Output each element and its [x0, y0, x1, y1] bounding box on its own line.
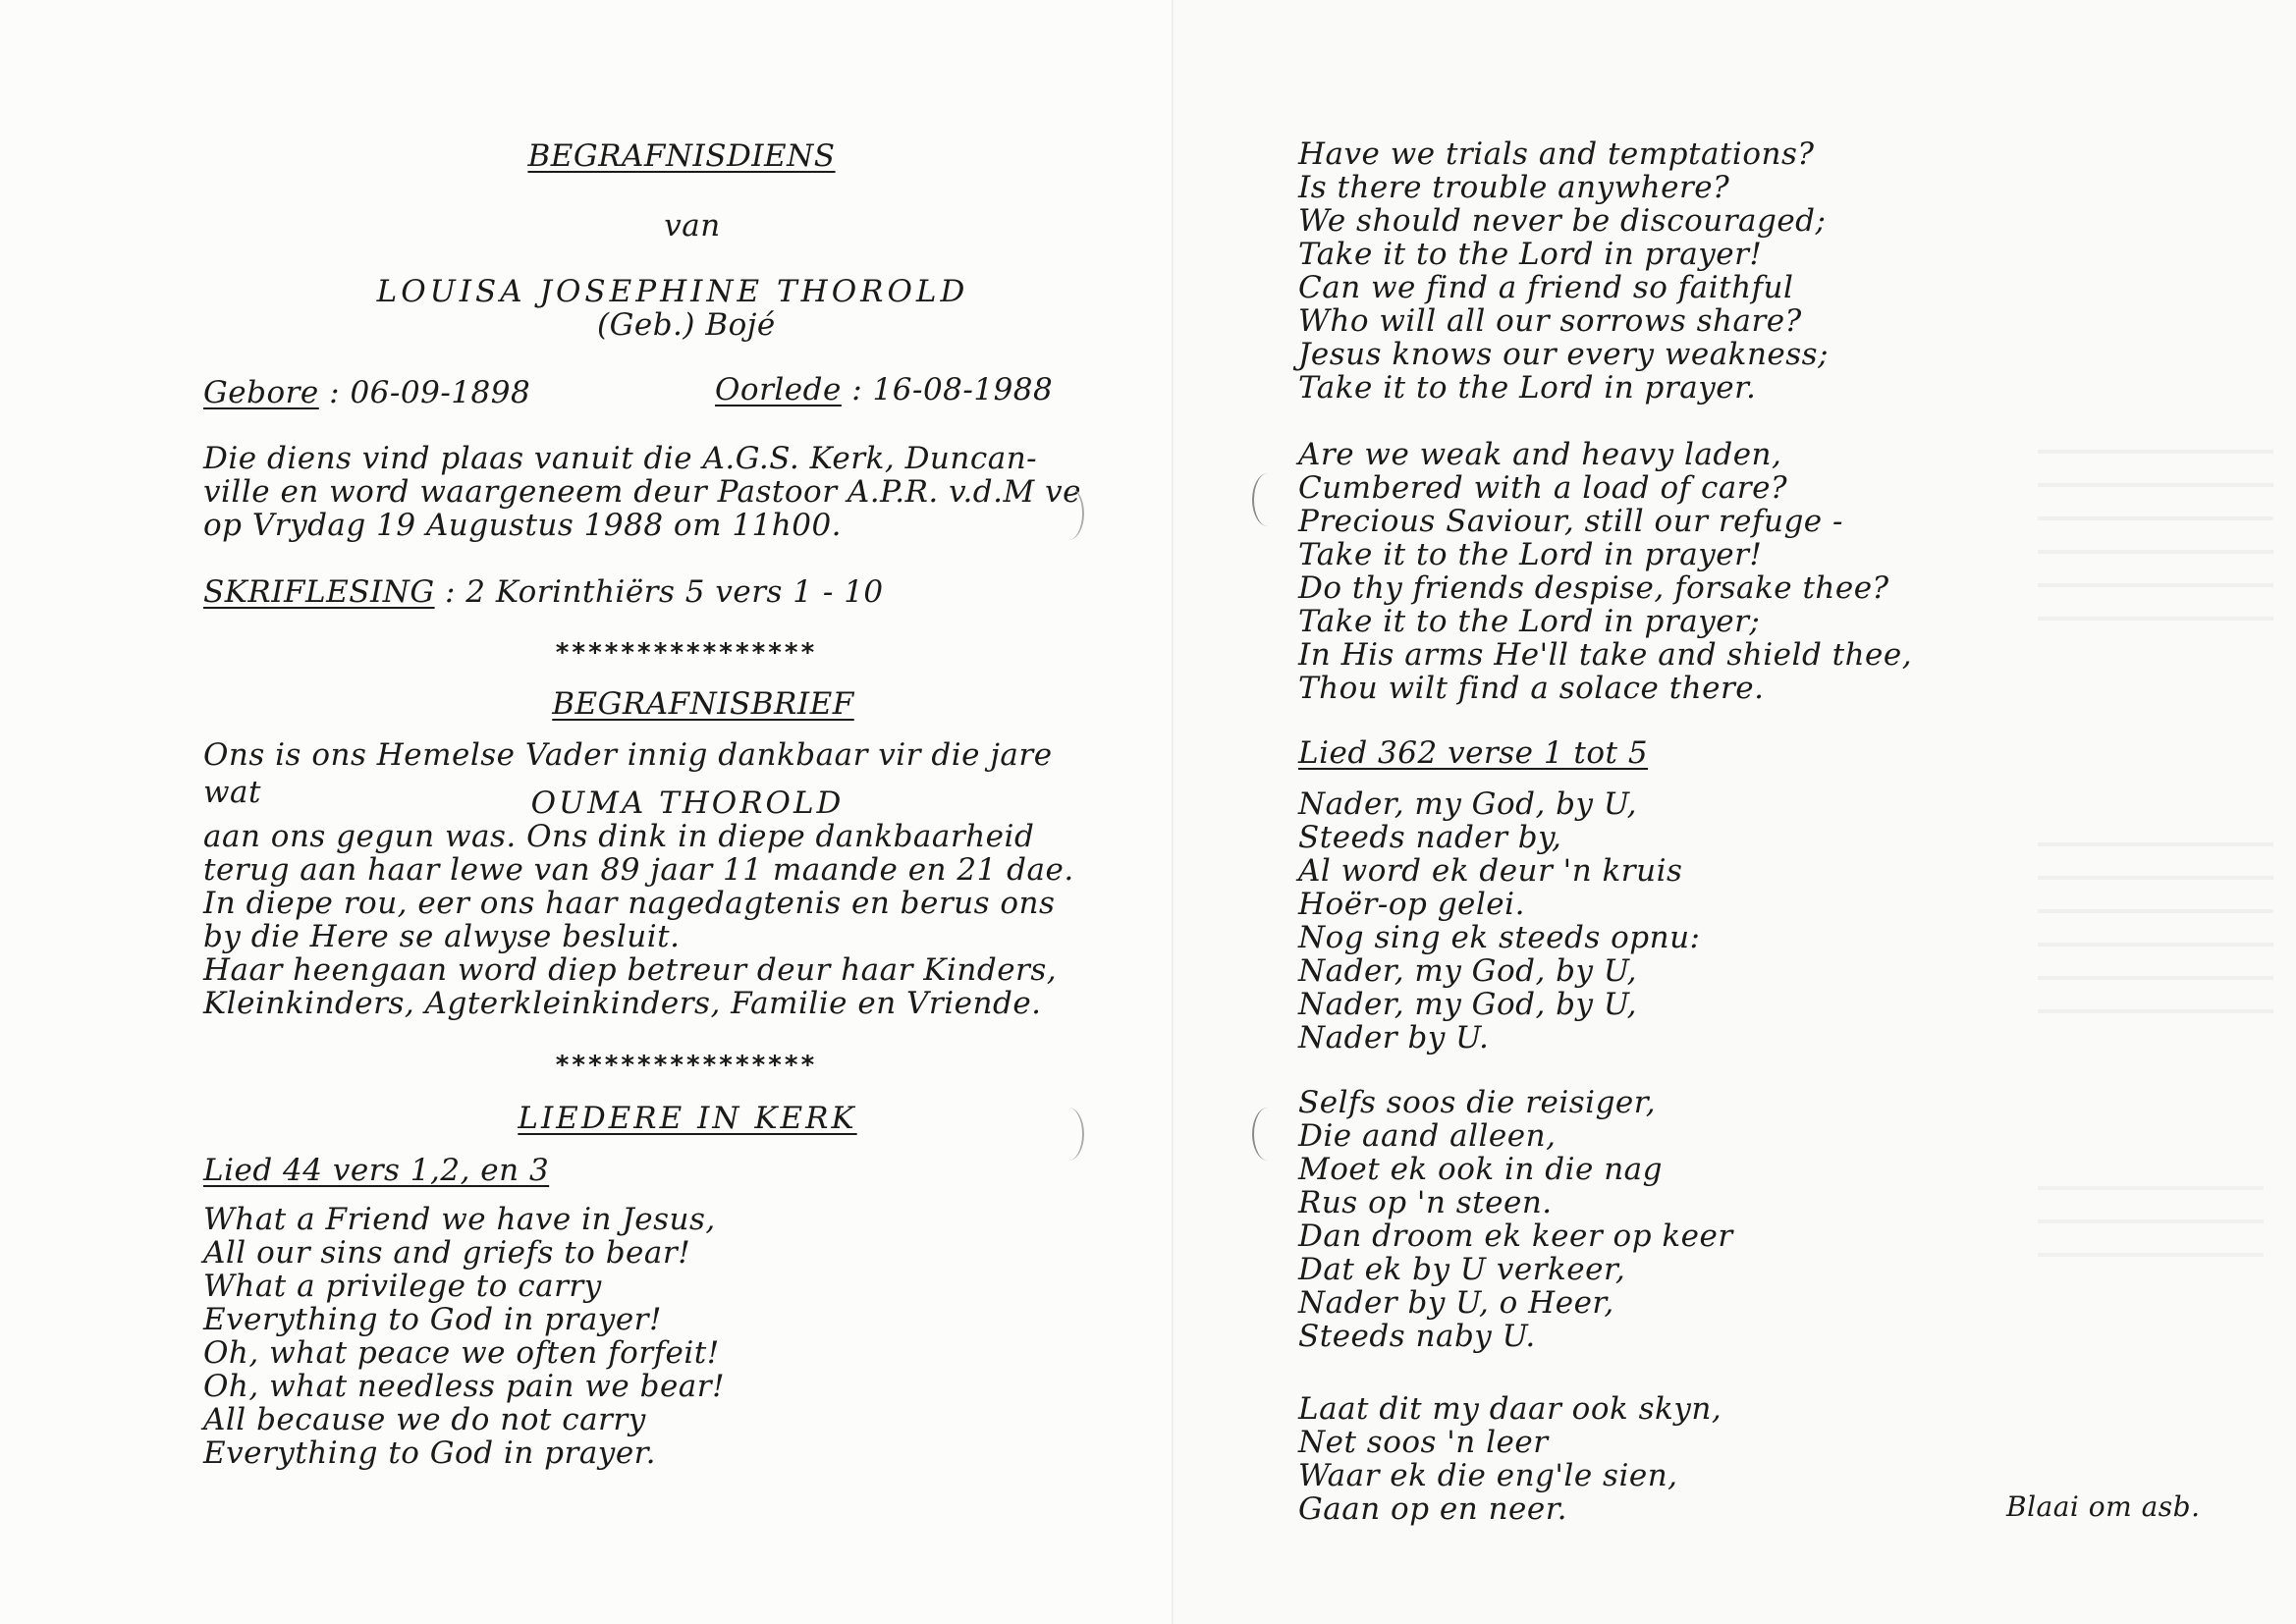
song-line: Selfs soos die reisiger, [1298, 1085, 1657, 1120]
service-line: ville en word waargeneem deur Pastoor A.P.R. v.d.M ve [203, 474, 1081, 510]
divider-stars: **************** [554, 638, 817, 668]
song-line: Nader, my God, by U, [1298, 987, 1638, 1022]
page-title: BEGRAFNISDIENS [527, 138, 836, 174]
song-line: We should never be discouraged; [1298, 203, 1827, 239]
service-line: Die diens vind plaas vanuit die A.G.S. Kerk, Duncan- [203, 441, 1038, 476]
song-line: All because we do not carry [203, 1402, 646, 1437]
letter-line: by die Here se alwyse besluit. [203, 919, 681, 954]
song-line: Moet ek ook in die nag [1298, 1152, 1663, 1187]
reading-label: SKRIFLESING [203, 574, 435, 610]
song-line: Take it to the Lord in prayer! [1298, 537, 1763, 572]
song-line: Oh, what needless pain we bear! [203, 1369, 726, 1404]
page-turn-note: Blaai om asb. [2006, 1490, 2201, 1523]
letter-line: Ons is ons Hemelse Vader innig dankbaar vir die jare [203, 737, 1053, 773]
van-label: van [664, 208, 721, 244]
letter-line: In diepe rou, eer ons haar nagedagtenis en berus ons [203, 886, 1056, 921]
bleed-through-shadow [2038, 825, 2273, 1021]
punch-hole-mark [1252, 1108, 1284, 1161]
divider-stars: **************** [554, 1051, 817, 1080]
song-line: Cumbered with a load of care? [1298, 470, 1788, 506]
song-line: Take it to the Lord in prayer. [1298, 370, 1757, 406]
letter-line: Kleinkinders, Agterkleinkinders, Familie en Vriende. [203, 986, 1042, 1021]
song-line: Everything to God in prayer! [203, 1302, 662, 1337]
song-title: Lied 44 vers 1,2, en 3 [203, 1153, 550, 1188]
born-date: : 06-09-1898 [329, 375, 531, 410]
maiden-name: (Geb.) Bojé [597, 307, 776, 343]
song-line: Who will all our sorrows share? [1298, 303, 1802, 339]
song-line: All our sins and griefs to bear! [203, 1235, 691, 1271]
song-line: Gaan op en neer. [1298, 1491, 1567, 1527]
song-line: Nog sing ek steeds opnu: [1298, 920, 1701, 955]
punch-hole-mark [1252, 473, 1284, 526]
song-line: Oh, what peace we often forfeit! [203, 1335, 720, 1371]
song-line: Can we find a friend so faithful [1298, 270, 1794, 305]
bleed-through-shadow [2038, 432, 2273, 628]
born-label: Gebore [203, 375, 319, 410]
song-title: Lied 362 verse 1 tot 5 [1298, 735, 1649, 771]
song-line: Hoër-op gelei. [1298, 887, 1525, 922]
song-line: Net soos 'n leer [1298, 1425, 1549, 1460]
song-line: Have we trials and temptations? [1298, 136, 1815, 172]
song-line: Do thy friends despise, forsake thee? [1298, 570, 1889, 606]
song-line: Al word ek deur 'n kruis [1298, 853, 1683, 889]
song-line: Jesus knows our every weakness; [1298, 337, 1830, 372]
song-line: Steeds naby U. [1298, 1319, 1536, 1354]
song-line: Is there trouble anywhere? [1298, 170, 1730, 205]
reading-text: : 2 Korinthiërs 5 vers 1 - 10 [444, 574, 884, 610]
letter-line: Haar heengaan word diep betreur deur haar Kinders, [203, 952, 1058, 988]
song-line: Waar ek die eng'le sien, [1298, 1458, 1678, 1493]
song-line: Thou wilt find a solace there. [1298, 671, 1765, 706]
song-line: Take it to the Lord in prayer; [1298, 604, 1761, 639]
letter-line: wat [203, 775, 261, 810]
bleed-through-shadow [2038, 1168, 2264, 1257]
song-line: In His arms He'll take and shield thee, [1298, 637, 1913, 673]
punch-hole-mark [1053, 487, 1084, 540]
song-line: Precious Saviour, still our refuge - [1298, 504, 1843, 539]
song-line: Nader by U, o Heer, [1298, 1285, 1614, 1321]
song-line: Take it to the Lord in prayer! [1298, 237, 1763, 272]
letter-line: terug aan haar lewe van 89 jaar 11 maande en 21 dae. [203, 852, 1074, 888]
song-line: What a privilege to carry [203, 1269, 602, 1304]
deceased-name: LOUISA JOSEPHINE THOROLD [376, 274, 969, 309]
letter-line: aan ons gegun was. Ons dink in diepe dankbaarheid [203, 819, 1035, 854]
song-line: Rus op 'n steen. [1298, 1185, 1553, 1220]
song-line: Dan droom ek keer op keer [1298, 1218, 1733, 1254]
letter-name: OUMA THOROLD [530, 785, 845, 821]
died-row [715, 373, 1053, 406]
right-page [1174, 0, 2296, 1624]
song-line: Nader by U. [1298, 1020, 1490, 1056]
song-line: What a Friend we have in Jesus, [203, 1202, 716, 1237]
song-line: Steeds nader by, [1298, 820, 1562, 855]
reading-row [203, 575, 884, 609]
song-line: Dat ek by U verkeer, [1298, 1252, 1626, 1287]
song-line: Die aand alleen, [1298, 1118, 1557, 1154]
song-line: Everything to God in prayer. [203, 1435, 656, 1471]
punch-hole-mark [1053, 1108, 1084, 1161]
service-line: op Vrydag 19 Augustus 1988 om 11h00. [203, 508, 843, 543]
section-title-songs: LIEDERE IN KERK [518, 1101, 857, 1136]
died-date: : 16-08-1988 [851, 372, 1054, 407]
section-title-letter: BEGRAFNISBRIEF [552, 686, 854, 722]
song-line: Nader, my God, by U, [1298, 786, 1638, 822]
born-row [203, 376, 530, 409]
song-line: Nader, my God, by U, [1298, 953, 1638, 989]
song-line: Laat dit my daar ook skyn, [1298, 1391, 1722, 1427]
song-line: Are we weak and heavy laden, [1298, 437, 1782, 472]
died-label: Oorlede [715, 372, 842, 407]
